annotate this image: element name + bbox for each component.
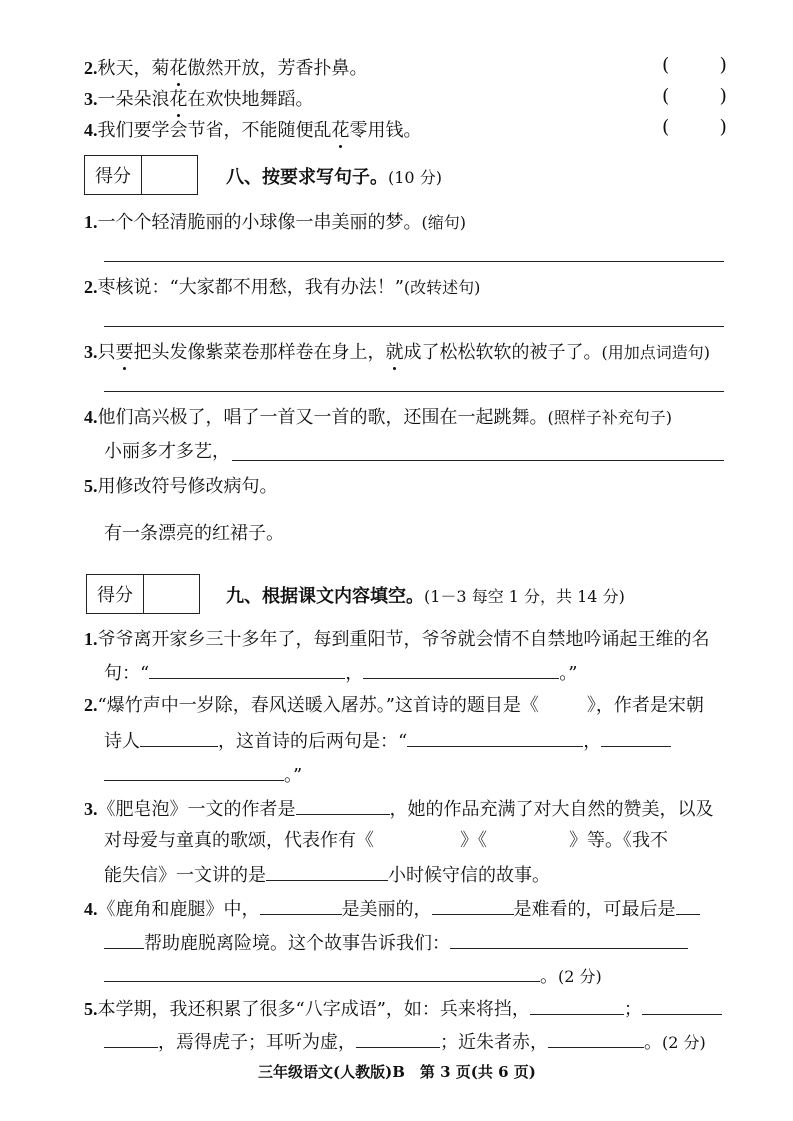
s8-q5: 5.用修改符号修改病句。 xyxy=(84,476,278,497)
emphasis-dot-char: 就 xyxy=(385,342,404,363)
emphasis-dot-char: 花 xyxy=(169,58,188,79)
s8-q3: 3.只要把头发像紫菜卷那样卷在身上，就成了松松软软的被子了。(用加点词造句) xyxy=(84,342,710,363)
fill-blank[interactable] xyxy=(104,1029,158,1048)
fill-blank[interactable] xyxy=(407,728,583,747)
fill-blank[interactable] xyxy=(548,1029,644,1048)
fill-blank[interactable] xyxy=(676,896,700,915)
answer-line[interactable] xyxy=(104,326,724,327)
answer-line[interactable] xyxy=(232,460,724,461)
fill-blank[interactable] xyxy=(104,930,144,949)
s9-q4-line2: 帮助鹿脱离险境。这个故事告诉我们： xyxy=(104,930,688,956)
s8-q4-example: 小丽多才多艺， xyxy=(104,441,230,462)
fill-blank[interactable] xyxy=(260,896,342,915)
answer-paren[interactable]: ( ) xyxy=(662,116,749,138)
answer-line[interactable] xyxy=(104,261,724,262)
s9-q2-line2: 诗人 ，这首诗的后两句是：“ ， xyxy=(104,728,671,754)
score-label: 得分 xyxy=(85,156,142,194)
judge-q2: 2.秋天，菊花傲然开放，芳香扑鼻。 xyxy=(84,58,368,79)
score-box[interactable] xyxy=(86,574,200,614)
fill-blank[interactable] xyxy=(601,728,671,747)
judge-q3: 3.一朵朵浪花在欢快地舞蹈。 xyxy=(84,89,314,110)
emphasis-dot-char: 花 xyxy=(331,120,350,141)
fill-blank[interactable] xyxy=(296,796,390,815)
score-cell[interactable] xyxy=(142,156,197,194)
score-cell[interactable] xyxy=(144,575,199,613)
s9-q2-line1: 2.“爆竹声中一岁除，春风送暖入屠苏。”这首诗的题目是《 》，作者是宋朝 xyxy=(84,695,704,716)
s9-q5-line2: ，焉得虎子；耳听为虚， ；近朱者赤， 。(2 分) xyxy=(104,1029,706,1055)
score-label: 得分 xyxy=(87,575,144,613)
answer-line[interactable] xyxy=(104,391,724,392)
s9-q2-line3: 。” xyxy=(104,762,302,788)
s8-q5-sentence[interactable]: 有一条漂亮的红裙子。 xyxy=(104,523,284,544)
emphasis-dot-char: 要 xyxy=(115,342,134,363)
answer-paren[interactable]: ( ) xyxy=(662,85,749,107)
score-box[interactable] xyxy=(84,155,198,195)
s9-q5-line1: 5.本学期，我还积累了很多“八字成语”，如：兵来将挡， ； xyxy=(84,996,722,1022)
section-8-title: 八、按要求写句子。(10 分) xyxy=(226,167,442,188)
s9-q4-line1: 4.《鹿角和鹿腿》中， 是美丽的， 是难看的，可最后是 xyxy=(84,896,700,922)
fill-blank[interactable] xyxy=(356,1029,440,1048)
s9-q1-line2: 句：“ ， 。” xyxy=(104,660,577,686)
s8-q4: 4.他们高兴极了，唱了一首又一首的歌，还围在一起跳舞。(照样子补充句子) xyxy=(84,407,672,428)
s8-q1: 1.一个个轻清脆丽的小球像一串美丽的梦。(缩句) xyxy=(84,212,466,233)
page-footer: 三年级语文(人教版)B 第 3 页(共 6 页) xyxy=(258,1063,536,1081)
s8-q2: 2.枣核说：“大家都不用愁，我有办法！”(改转述句) xyxy=(84,277,481,298)
s9-q3-line1: 3.《肥皂泡》一文的作者是 ，她的作品充满了对大自然的赞美，以及 xyxy=(84,796,714,822)
fill-blank[interactable] xyxy=(363,660,559,679)
section-9-title: 九、根据课文内容填空。(1－3 每空 1 分，共 14 分) xyxy=(226,586,625,607)
fill-blank[interactable] xyxy=(149,660,345,679)
s9-q3-line3: 能失信》一文讲的是 小时候守信的故事。 xyxy=(104,862,550,888)
answer-paren[interactable]: ( ) xyxy=(662,54,749,76)
judge-q4: 4.我们要学会节省，不能随便乱花零用钱。 xyxy=(84,120,422,141)
fill-blank[interactable] xyxy=(530,996,624,1015)
s9-q4-line3: 。(2 分) xyxy=(104,963,602,989)
s9-q1-line1: 1.爷爷离开家乡三十多年了，每到重阳节，爷爷就会情不自禁地吟诵起王维的名 xyxy=(84,629,710,650)
fill-blank[interactable] xyxy=(104,762,284,781)
fill-blank[interactable] xyxy=(450,930,688,949)
s9-q3-line2: 对母爱与童真的歌颂，代表作有《 》《 》等。《我不 xyxy=(104,830,668,851)
emphasis-dot-char: 花 xyxy=(169,89,188,110)
fill-blank[interactable] xyxy=(432,896,514,915)
fill-blank[interactable] xyxy=(642,996,722,1015)
fill-blank[interactable] xyxy=(104,963,540,982)
fill-blank[interactable] xyxy=(140,728,218,747)
fill-blank[interactable] xyxy=(266,862,388,881)
